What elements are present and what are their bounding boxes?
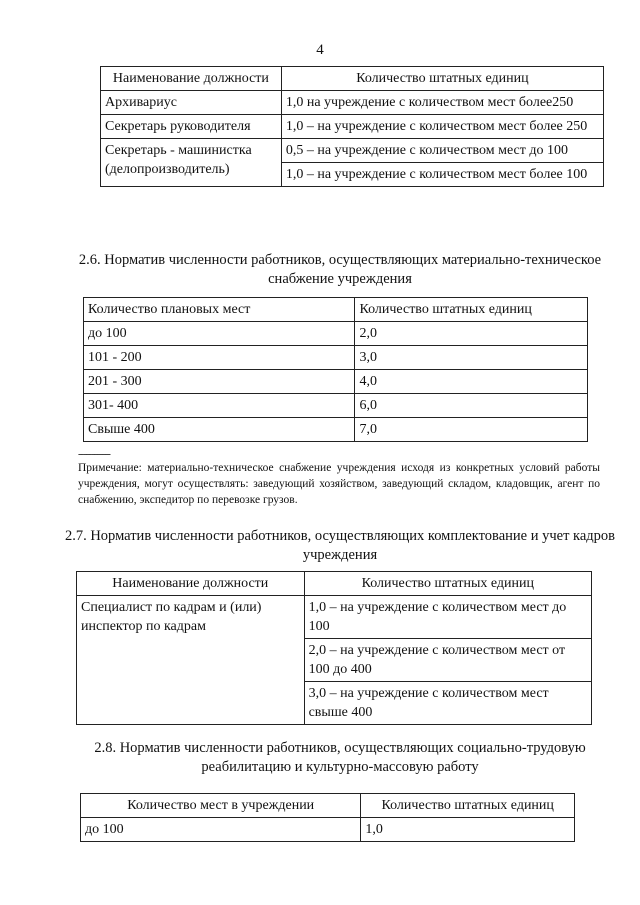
units-cell: 2,0 [355,322,588,346]
table-row [81,818,575,842]
section-2-8-heading: 2.8. Норматив численности работников, осуществляющих социально-трудовую реабилитацию и культурно-массовую работу [94,740,586,775]
column-header-units: Количество штатных единиц [361,794,575,818]
table-row [84,394,588,418]
units-cell: 1,0 – на учреждение с количеством мест до 100 [304,596,591,639]
rehab-staff-table [80,793,575,842]
position-cell: Секретарь - машинистка (делопроизводитель) [101,139,282,187]
table-row [84,370,588,394]
units-cell: 3,0 [355,346,588,370]
section-2-7-heading: 2.7. Норматив численности работников, осуществляющих комплектование и учет кадров учреждения [64,528,616,563]
units-cell: 0,5 – на учреждение с количеством мест до 100 [281,139,603,163]
section-2-6-heading: 2.6. Норматив численности работников, осуществляющих материально-техническое снабжение учреждения [78,252,602,287]
units-cell: 7,0 [355,418,588,442]
position-cell: Архивариус [101,91,282,115]
units-cell: 4,0 [355,370,588,394]
position-cell: Специалист по кадрам и (или) инспектор по кадрам [77,596,305,725]
places-cell: 301- 400 [84,394,355,418]
column-header-places: Количество плановых мест [84,298,355,322]
note-separator: ------------ [78,448,110,460]
units-cell: 2,0 – на учреждение с количеством мест от 100 до 400 [304,639,591,682]
column-header-places: Количество мест в учреждении [81,794,361,818]
table-row [84,346,588,370]
units-cell: 1,0 [361,818,575,842]
column-header-units: Количество штатных единиц [304,572,591,596]
places-cell: Свыше 400 [84,418,355,442]
units-cell: 1,0 – на учреждение с количеством мест более 250 [281,115,603,139]
places-cell: 101 - 200 [84,346,355,370]
hr-staff-table [76,571,592,725]
table-header-row [84,298,588,322]
units-cell: 1,0 на учреждение с количеством мест более250 [281,91,603,115]
table-header-row [101,67,604,91]
positions-table [100,66,604,187]
column-header-position: Наименование должности [77,572,305,596]
units-cell: 6,0 [355,394,588,418]
units-cell: 3,0 – на учреждение с количеством мест свыше 400 [304,682,591,725]
places-cell: 201 - 300 [84,370,355,394]
table-row [101,91,604,115]
column-header-position: Наименование должности [101,67,282,91]
table-row [101,115,604,139]
table-row [77,596,592,639]
position-cell: Секретарь руководителя [101,115,282,139]
column-header-units: Количество штатных единиц [281,67,603,91]
places-cell: до 100 [81,818,361,842]
page-number: 4 [316,42,324,58]
table-header-row [81,794,575,818]
table-row [84,418,588,442]
supply-staff-table [83,297,588,442]
table-row [84,322,588,346]
table-header-row [77,572,592,596]
supply-note: Примечание: материально-техническое снабжение учреждения исходя из конкретных условий работы учреждения, могут осуществлять: заведующий хозяйством, заведующий складом, кладовщик, агент по снабжению, экспедитор по перевозке грузов. [78,462,600,506]
places-cell: до 100 [84,322,355,346]
table-row [101,139,604,163]
column-header-units: Количество штатных единиц [355,298,588,322]
units-cell: 1,0 – на учреждение с количеством мест более 100 [281,163,603,187]
